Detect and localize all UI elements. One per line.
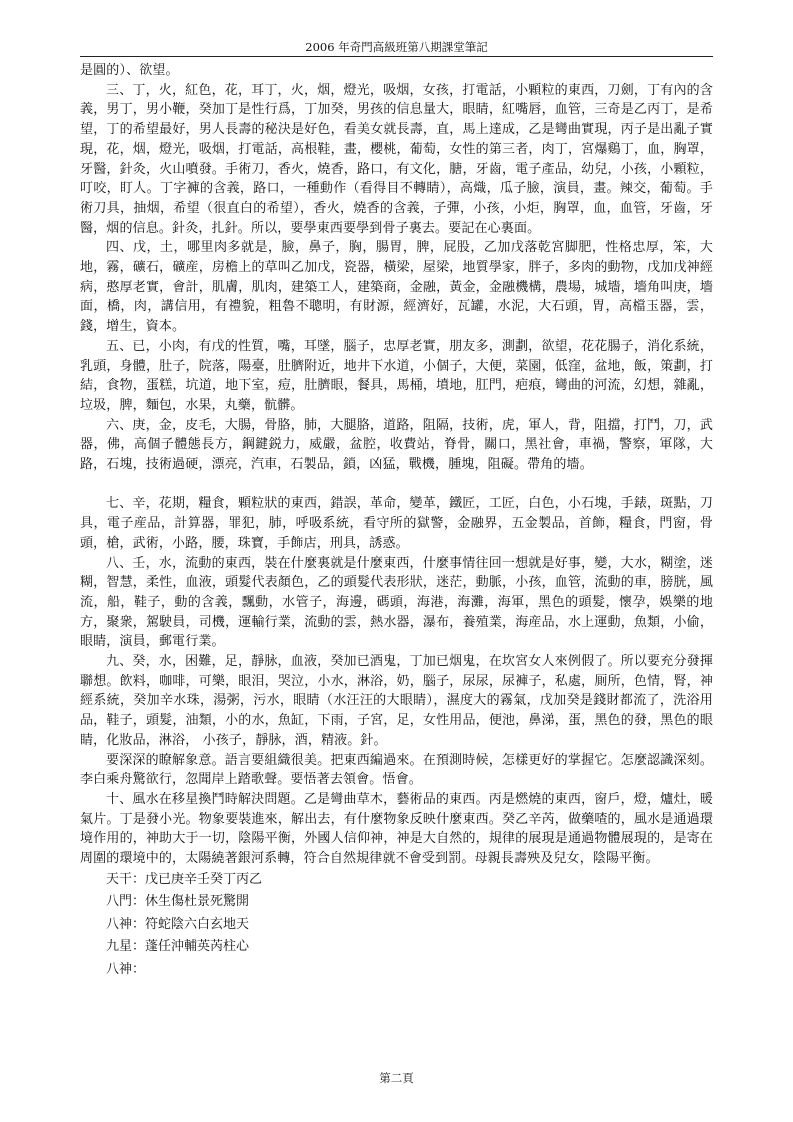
document-body bbox=[80, 61, 713, 981]
list-item-label: 八神： bbox=[106, 916, 146, 932]
paragraph-geng: 六、庚，金，皮毛，大腸，骨胳，肺，大腿胳，道路，阻隔，技術，虎，軍人，背，阻擋，打鬥，刀，武器，佛，高個子體態長方，鋼鍵鋭力，威嚴，盆腔，收費站，脊骨，關口，黑社會，車禍，警察，軍隊，大路，石塊，技術過硬，漂亮，汽車，石製品，鎖，凶猛，戰機，腫塊，阻礙。帶角的墻。 bbox=[80, 417, 713, 473]
list-item-label: 八門： bbox=[106, 894, 146, 910]
paragraph-wu: 四、戊，土，哪里肉多就是，臉，鼻子，胸，腸胃，脾，屁股，乙加戊落乾宮脚肥，性格忠厚，笨，大地，霧，礦石，礦産，房檐上的草叫乙加戊，瓷器，橫梁，屋梁，地質學家，胖子，多肉的動物，戊加戊神經病，憨厚老實，會計，肌膚，肌肉，建築工人，建築商，金融，黃金，金融機構，農場，城墻，墻角叫庚，墻面，橋，肉，講信用，有禮貌，粗魯不聰明，有財源，經濟好，瓦罐，水泥，大石頭，胃，高檔玉器，雲，錢，增生，資本。 bbox=[80, 240, 713, 335]
list-item-value: 符蛇陰六白玄地天 bbox=[145, 916, 250, 932]
paragraph-imagery-note: 要深深的瞭解象意。語言要組織很美。把東西編過來。在預測時候，怎樣更好的掌握它。怎麼認識深刻。李白乘舟驚欲行，忽聞岸上踏歌聲。要悟著去領會。悟會。 bbox=[80, 752, 713, 788]
paragraph-gui: 九、癸，水，困難，足，靜脉，血液，癸加已酒鬼，丁加已烟鬼，在坎宮女人來例假了。所以要充分發揮聯想。飲料，咖啡，可樂，眼泪，哭泣，小水，淋浴，奶，腦子，尿尿，尿褲子，私處，厠所，色情，腎，神經系統，癸加辛水珠，湯粥，污水，眼睛（水汪汪的大眼睛），濕度大的霧氣，戊加癸是錢財都流了，洗浴用品，鞋子，頭髮，油類，小的水，魚缸，下雨，子宮，足，女性用品，便池，鼻涕，蛋，黑色的發，黑色的眼睛，化妝品，淋浴， 小孩子，靜脉，酒，精液。針。 bbox=[80, 654, 713, 748]
list-item-label: 九星： bbox=[106, 939, 146, 955]
list-item bbox=[80, 891, 713, 914]
paragraph-continuation: 是圓的）、欲望。 bbox=[80, 63, 179, 78]
paragraph-ren: 八、壬，水，流動的東西，裝在什麼裏就是什麼東西，什麼事情往回一想就是好事，變，大水，糊塗，迷糊，智慧，柔性，血液，頭髮代表顏色，乙的頭髮代表形狀，迷茫，動脈，小孩，血管，流動的車，膀胱，風流，船，鞋子，動的含義，飄動，水管子，海邊，碼頭，海港，海灘，海軍，黑色的頭髮，懷孕，娛樂的地方，聚衆，駕駛員，司機，運輸行業，流動的雲，熱水器，瀑布，養殖業，海産品，水上運動，魚類，小偷，眼睛，演員，郵電行業。 bbox=[80, 555, 713, 650]
page-footer bbox=[0, 1070, 793, 1086]
list-item bbox=[80, 914, 713, 937]
paragraph-ding: 三、丁，火，紅色，花，耳丁，火，烟，燈光，吸烟，女孩，打電話，小顆粒的東西，刀劍，丁有內的含義，男丁，男小鞭，癸加丁是性行爲，丁加癸，男孩的信息量大，眼睛，紅嘴唇，血管，三奇是乙丙丁，是希望，丁的希望最好，男人長壽的秘決是好色，看美女就長壽，直，馬上達成，乙是彎曲實現，丙子是出亂子實現，花，烟，燈光，吸烟，打電話，高根鞋，畫，櫻桃，葡萄，女性的第三者，肉丁，宮爆鷄丁，血，胸罩，牙醫，針灸，火山噴發。手術刀，香火，燒香，路口，有文化，膅，牙齒，電子產品，幼兒，小孩，小顆粒，叮咬，盯人。丁字褲的含義，路口，一種動作（看得目不轉睛），高熾，瓜子臉，演員，畫。辣交，葡萄。手術刀具，抽烟，希望（很直白的希望），香火，燒香的含義，子彈，小孩，小炬，胸罩，血，血管，牙齒，牙醫，烟的信息。針灸，扎針。所以，要學東西要學到骨子裏去。要記在心裏面。 bbox=[80, 82, 713, 236]
list-item-value: 蓬任沖輔英芮柱心 bbox=[145, 939, 250, 955]
paragraph-xin: 七、辛，花期，糧食，顆粒狀的東西，錯誤，革命，變革，鐵匠，工匠，白色，小石塊，手錶，斑點，刀具，電子産品，計算器，罪犯，肺，呼吸系統，看守所的獄警，金融界，五金製品，首飾，糧食，門窗，骨頭，槍，武術，小路，腰，珠寶，手飾店，刑具，誘惑。 bbox=[80, 496, 713, 551]
list-item-value: 休生傷杜景死驚開 bbox=[145, 894, 250, 910]
page-number: 第二頁 bbox=[379, 1071, 414, 1085]
list-item bbox=[80, 936, 713, 959]
paragraph-spacer bbox=[80, 475, 713, 495]
list-item-label: 天干： bbox=[106, 871, 146, 887]
list-item bbox=[80, 869, 713, 892]
header-title: 2006 年奇門高級班第八期課堂筆記 bbox=[305, 40, 488, 54]
list-item-label: 八神： bbox=[106, 961, 146, 977]
paragraph-ji: 五、已，小肉，有戊的性質，嘴，耳墜，腦子，忠厚老實，朋友多，測劃，欲望，花花腸子，消化系統，乳頭，身體，肚子，院落，陽臺，肚臍附近，地井下水道，小個子，大便，菜園，低窪，盆地，飯，策劃，打結，食物，蛋糕，坑道，地下室，痘，肚臍眼，餐具，馬桶，墳地，肛門，疤痕，彎曲的河流，幻想，雜亂，垃圾，脾，麵包，水果，丸藥，骯髒。 bbox=[80, 338, 713, 413]
sequence-list bbox=[80, 869, 713, 982]
header-divider bbox=[80, 56, 713, 57]
list-item bbox=[80, 959, 713, 982]
paragraph-fengshui: 十、風水在移星換鬥時解決問題。乙是彎曲草木，藝術品的東西。丙是燃燒的東西，窗戶，燈，爐灶，暖氣片。丁是發小光。物象要裝進來，解出去，有什麼物象反映什麼東西。癸乙辛芮，做藥喳的，風水是通過環境作用的，神助大于一切，陰陽平衡，外國人信仰神，神是大自然的，規律的展現是通過物體展現的，是寄在周圍的環境中的，太陽繞著銀河系轉，符合自然規律就不會受到罰。母親長壽殃及兒女，陰陽平衡。 bbox=[80, 792, 713, 867]
list-item-value: 戊已庚辛壬癸丁丙乙 bbox=[145, 871, 263, 887]
page-header bbox=[80, 38, 713, 56]
